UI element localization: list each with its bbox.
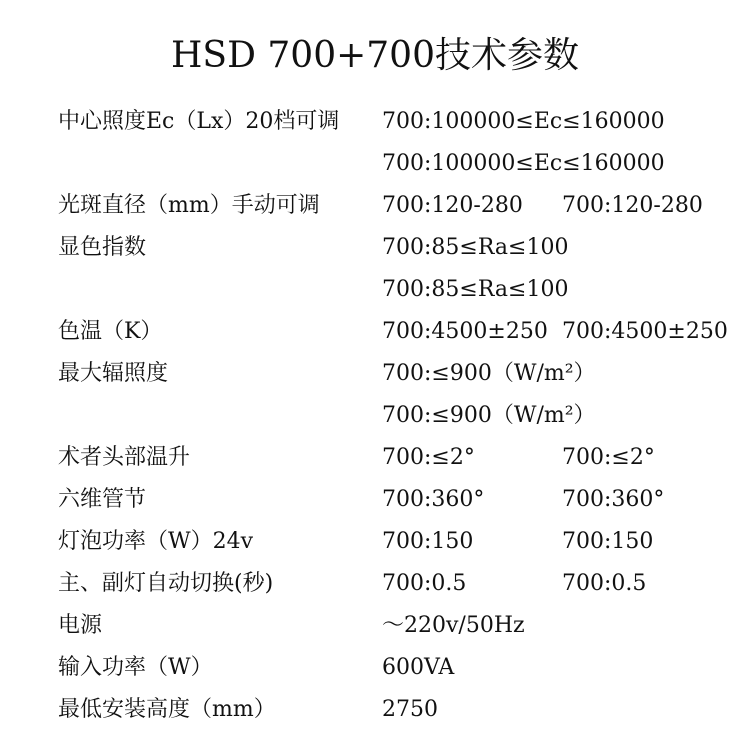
spec-label: 中心照度Ec（Lx）20档可调 — [58, 109, 340, 134]
spec-row — [0, 479, 750, 521]
spec-label: 最大辐照度 — [58, 361, 169, 386]
spec-value: 2750 — [382, 697, 438, 722]
spec-value: 700:100000≤Ec≤160000 — [382, 151, 665, 176]
spec-row — [0, 353, 750, 395]
spec-label: 显色指数 — [58, 235, 147, 260]
spec-value: 700:0.5 — [382, 571, 467, 596]
spec-row — [0, 647, 750, 689]
spec-label: 色温（K） — [58, 319, 163, 344]
spec-label: 最低安装高度（mm） — [58, 697, 276, 722]
spec-value: 700:150 — [382, 529, 474, 554]
spec-value: 700:120-280 — [382, 193, 523, 218]
spec-value-secondary: 700:≤2° — [562, 445, 655, 470]
spec-row — [0, 605, 750, 647]
spec-value: 700:≤2° — [382, 445, 475, 470]
spec-value-secondary: 700:150 — [562, 529, 654, 554]
spec-value-secondary: 700:120-280 — [562, 193, 703, 218]
spec-value: 700:85≤Ra≤100 — [382, 235, 569, 260]
spec-label: 术者头部温升 — [58, 445, 191, 470]
spec-row — [0, 311, 750, 353]
spec-row — [0, 689, 750, 731]
spec-value: 700:85≤Ra≤100 — [382, 277, 569, 302]
spec-label: 光斑直径（mm）手动可调 — [58, 193, 320, 218]
spec-row — [0, 395, 750, 437]
spec-row — [0, 563, 750, 605]
spec-value: 700:100000≤Ec≤160000 — [382, 109, 665, 134]
spec-row — [0, 101, 750, 143]
page-title: HSD 700+700技术参数 — [171, 35, 579, 76]
spec-value-secondary: 700:360° — [562, 487, 665, 512]
spec-label: 灯泡功率（W）24v — [58, 529, 254, 554]
spec-row — [0, 143, 750, 185]
spec-value: 700:4500±250 — [382, 319, 548, 344]
spec-value: ～220v/50Hz — [382, 613, 525, 638]
spec-row — [0, 437, 750, 479]
spec-row — [0, 269, 750, 311]
spec-value: 700:≤900（W/m²） — [382, 403, 596, 428]
spec-value: 600VA — [382, 655, 455, 680]
spec-value: 700:≤900（W/m²） — [382, 361, 596, 386]
spec-value: 700:360° — [382, 487, 485, 512]
spec-label: 主、副灯自动切换(秒) — [58, 571, 274, 596]
spec-label: 六维管节 — [58, 487, 147, 512]
spec-row — [0, 521, 750, 563]
spec-label: 输入功率（W） — [58, 655, 213, 680]
spec-row — [0, 185, 750, 227]
spec-label: 电源 — [58, 613, 103, 638]
spec-row — [0, 227, 750, 269]
spec-value-secondary: 700:4500±250 — [562, 319, 728, 344]
spec-value-secondary: 700:0.5 — [562, 571, 647, 596]
